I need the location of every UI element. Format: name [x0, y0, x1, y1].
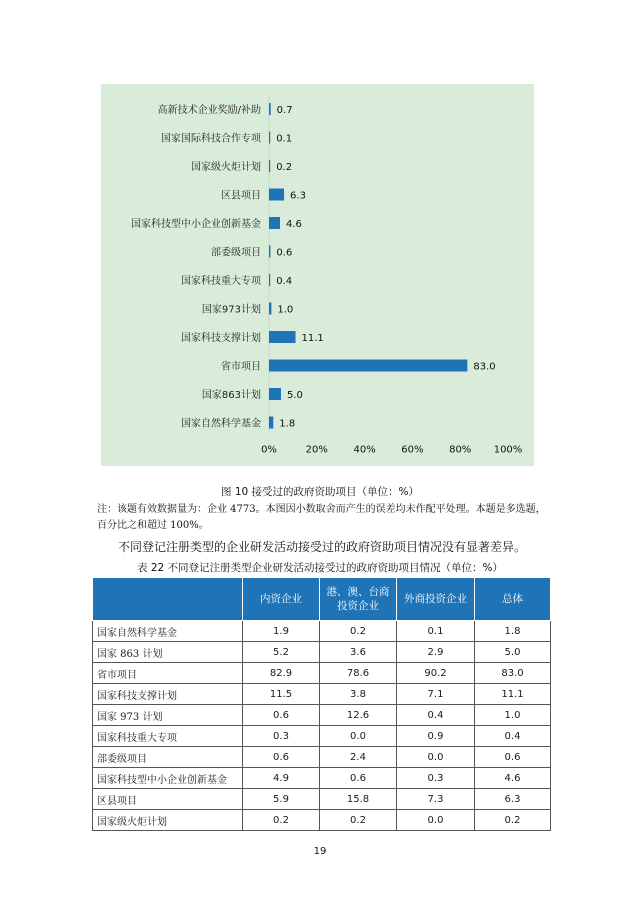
value-cell: 0.0 — [397, 810, 475, 831]
value-cell: 0.3 — [243, 726, 320, 747]
row-label-cell: 国家科技型中小企业创新基金 — [93, 768, 243, 789]
data-label: 0.7 — [276, 105, 293, 116]
value-cell: 0.0 — [320, 726, 397, 747]
data-label: 4.6 — [285, 219, 302, 230]
value-cell: 0.3 — [397, 768, 475, 789]
summary-paragraph: 不同登记注册类型的企业研发活动接受过的政府资助项目情况没有显著差异。 — [118, 540, 527, 554]
value-cell: 82.9 — [243, 663, 320, 684]
category-label: 国家科技重大专项 — [181, 276, 261, 287]
figure-note: 注：该题有效数据量为：企业 4773。本图因小数取舍而产生的误差均未作配平处理。本题是多选题，百分比之和超过 100%。 — [97, 504, 546, 531]
value-cell: 0.9 — [397, 726, 475, 747]
value-cell: 7.1 — [397, 684, 475, 705]
table-row — [93, 768, 551, 789]
table-row — [93, 726, 551, 747]
table-row — [93, 663, 551, 684]
data-label: 6.3 — [290, 190, 306, 202]
category-label: 国家国际科技合作专项 — [161, 133, 261, 145]
value-cell: 0.2 — [320, 810, 397, 831]
data-label: 1.0 — [277, 304, 294, 316]
value-cell: 11.1 — [475, 684, 551, 705]
bar — [269, 274, 270, 286]
value-cell: 0.6 — [243, 747, 320, 768]
category-label: 国家自然科学基金 — [181, 418, 261, 430]
bar — [269, 189, 284, 201]
data-label: 0.2 — [276, 162, 293, 173]
header-cell: 外商投资企业 — [397, 578, 475, 621]
value-cell: 90.2 — [397, 663, 475, 684]
figure-caption: 图 10 接受过的政府资助项目（单位：%） — [220, 486, 419, 498]
header-cell: 港、澳、台商投资企业 — [320, 578, 397, 621]
bar — [269, 160, 270, 172]
value-cell: 1.9 — [243, 621, 320, 642]
data-table — [92, 577, 551, 831]
value-cell: 0.2 — [243, 810, 320, 831]
row-label-cell: 部委级项目 — [93, 747, 243, 768]
value-cell: 3.8 — [320, 684, 397, 705]
x-tick-label: 80% — [449, 444, 472, 456]
category-label: 国家科技支撑计划 — [181, 333, 261, 344]
data-label: 0.1 — [276, 133, 293, 145]
value-cell: 1.8 — [475, 621, 551, 642]
table-row — [93, 705, 551, 726]
table-row — [93, 789, 551, 810]
bar — [269, 217, 280, 229]
value-cell: 0.0 — [397, 747, 475, 768]
data-label: 83.0 — [473, 361, 496, 373]
data-label: 1.8 — [279, 418, 296, 430]
value-cell: 11.5 — [243, 684, 320, 705]
row-label-cell: 国家自然科学基金 — [93, 621, 243, 642]
data-label: 11.1 — [301, 333, 324, 344]
category-label: 国家级火炬计划 — [191, 162, 261, 173]
x-tick-label: 60% — [401, 444, 424, 456]
table-row — [93, 684, 551, 705]
bar — [269, 303, 271, 315]
row-label-cell: 国家 863 计划 — [93, 642, 243, 663]
row-label-cell: 国家 973 计划 — [93, 705, 243, 726]
data-label: 5.0 — [286, 390, 303, 401]
value-cell: 0.6 — [475, 747, 551, 768]
category-label: 部委级项目 — [211, 247, 261, 259]
value-cell: 0.6 — [320, 768, 397, 789]
table-header-row — [93, 578, 551, 621]
row-label-cell: 区县项目 — [93, 789, 243, 810]
value-cell: 2.4 — [320, 747, 397, 768]
value-cell: 83.0 — [475, 663, 551, 684]
value-cell: 5.0 — [475, 642, 551, 663]
header-cell — [93, 578, 243, 621]
value-cell: 5.9 — [243, 789, 320, 810]
bar — [269, 417, 273, 429]
bar — [269, 246, 270, 258]
table-row — [93, 642, 551, 663]
chart-panel — [101, 84, 534, 466]
value-cell: 7.3 — [397, 789, 475, 810]
bar — [269, 103, 271, 115]
table-row — [93, 810, 551, 831]
value-cell: 0.2 — [320, 621, 397, 642]
row-label-cell: 国家科技支撑计划 — [93, 684, 243, 705]
value-cell: 0.1 — [397, 621, 475, 642]
header-cell: 总体 — [475, 578, 551, 621]
bar — [269, 331, 296, 343]
value-cell: 12.6 — [320, 705, 397, 726]
bar — [269, 132, 270, 144]
x-tick-label: 100% — [493, 444, 523, 456]
category-label: 省市项目 — [221, 361, 261, 373]
category-label: 区县项目 — [221, 190, 261, 202]
header-cell: 内资企业 — [243, 578, 320, 621]
value-cell: 3.6 — [320, 642, 397, 663]
value-cell: 2.9 — [397, 642, 475, 663]
table-title: 表 22 不同登记注册类型企业研发活动接受过的政府资助项目情况（单位：%） — [136, 562, 503, 574]
value-cell: 0.4 — [475, 726, 551, 747]
x-tick-label: 20% — [305, 444, 328, 456]
row-label-cell: 国家科技重大专项 — [93, 726, 243, 747]
value-cell: 15.8 — [320, 789, 397, 810]
value-cell: 0.2 — [475, 810, 551, 831]
value-cell: 4.6 — [475, 768, 551, 789]
value-cell: 4.9 — [243, 768, 320, 789]
page-number: 19 — [313, 846, 327, 857]
category-label: 高新技术企业奖励/补助 — [157, 105, 261, 116]
data-label: 0.4 — [276, 276, 293, 287]
value-cell: 0.4 — [397, 705, 475, 726]
value-cell: 0.6 — [243, 705, 320, 726]
bar — [269, 360, 467, 372]
value-cell: 1.0 — [475, 705, 551, 726]
bar — [269, 388, 281, 400]
category-label: 国家科技型中小企业创新基金 — [131, 219, 261, 230]
x-tick-label: 40% — [353, 444, 376, 456]
table-row — [93, 747, 551, 768]
value-cell: 6.3 — [475, 789, 551, 810]
category-label: 国家973计划 — [201, 304, 261, 316]
value-cell: 78.6 — [320, 663, 397, 684]
table-row — [93, 621, 551, 642]
category-label: 国家863计划 — [201, 390, 261, 401]
value-cell: 5.2 — [243, 642, 320, 663]
x-tick-label: 0% — [261, 444, 277, 456]
data-label: 0.6 — [276, 247, 293, 259]
row-label-cell: 省市项目 — [93, 663, 243, 684]
row-label-cell: 国家级火炬计划 — [93, 810, 243, 831]
bar-chart — [101, 84, 534, 466]
